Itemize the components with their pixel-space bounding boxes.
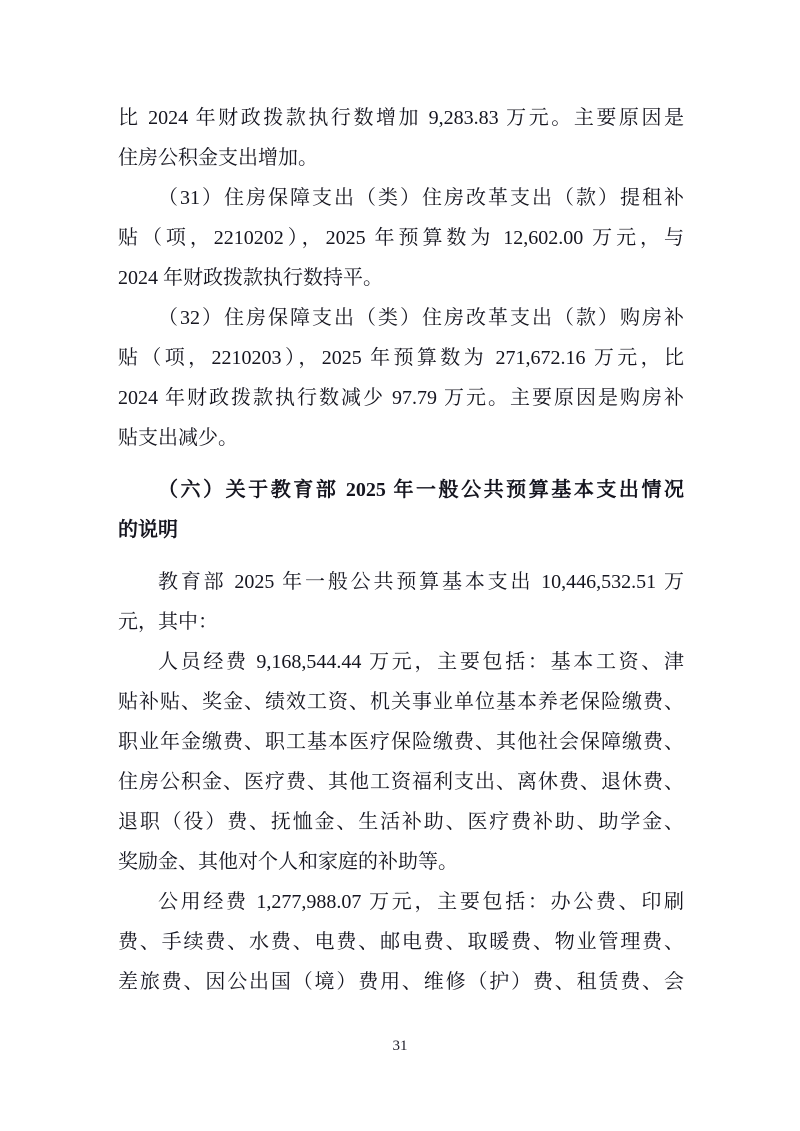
body-line: 住房公积金支出增加。 [118,147,318,169]
section-heading: （六）关于教育部 2025 年一般公共预算基本支出情况 [158,479,684,501]
body-line: 比 2024 年财政拨款执行数增加 9,283.83 万元。主要原因是 [118,107,684,129]
body-line-item-32: （32）住房保障支出（类）住房改革支出（款）购房补 [158,307,684,329]
body-line: 职业年金缴费、职工基本医疗保险缴费、其他社会保障缴费、 [118,731,684,753]
body-line: 费、手续费、水费、电费、邮电费、取暖费、物业管理费、 [118,931,684,953]
body-line: 2024 年财政拨款执行数持平。 [118,267,383,289]
body-line: 贴（项，2210202），2025 年预算数为 12,602.00 万元，与 [118,227,684,249]
body-line: 退职（役）费、抚恤金、生活补助、医疗费补助、助学金、 [118,811,684,833]
body-line: 差旅费、因公出国（境）费用、维修（护）费、租赁费、会 [118,971,684,993]
body-line: 元，其中： [118,611,218,633]
body-line: 贴补贴、奖金、绩效工资、机关事业单位基本养老保险缴费、 [118,691,684,713]
body-line: 奖励金、其他对个人和家庭的补助等。 [118,851,458,873]
body-line: 住房公积金、医疗费、其他工资福利支出、离休费、退休费、 [118,771,684,793]
body-line: 2024 年财政拨款执行数减少 97.79 万元。主要原因是购房补 [118,387,684,409]
body-line-personnel: 人员经费 9,168,544.44 万元，主要包括：基本工资、津 [158,651,684,673]
section-heading: 的说明 [118,519,178,541]
body-line: 贴支出减少。 [118,427,238,449]
body-line-public: 公用经费 1,277,988.07 万元，主要包括：办公费、印刷 [158,891,684,913]
page-number: 31 [392,1038,408,1054]
body-line: 教育部 2025 年一般公共预算基本支出 10,446,532.51 万 [158,571,684,593]
body-line-item-31: （31）住房保障支出（类）住房改革支出（款）提租补 [158,187,684,209]
document-body [118,98,684,1002]
body-line: 贴（项，2210203），2025 年预算数为 271,672.16 万元，比 [118,347,684,369]
